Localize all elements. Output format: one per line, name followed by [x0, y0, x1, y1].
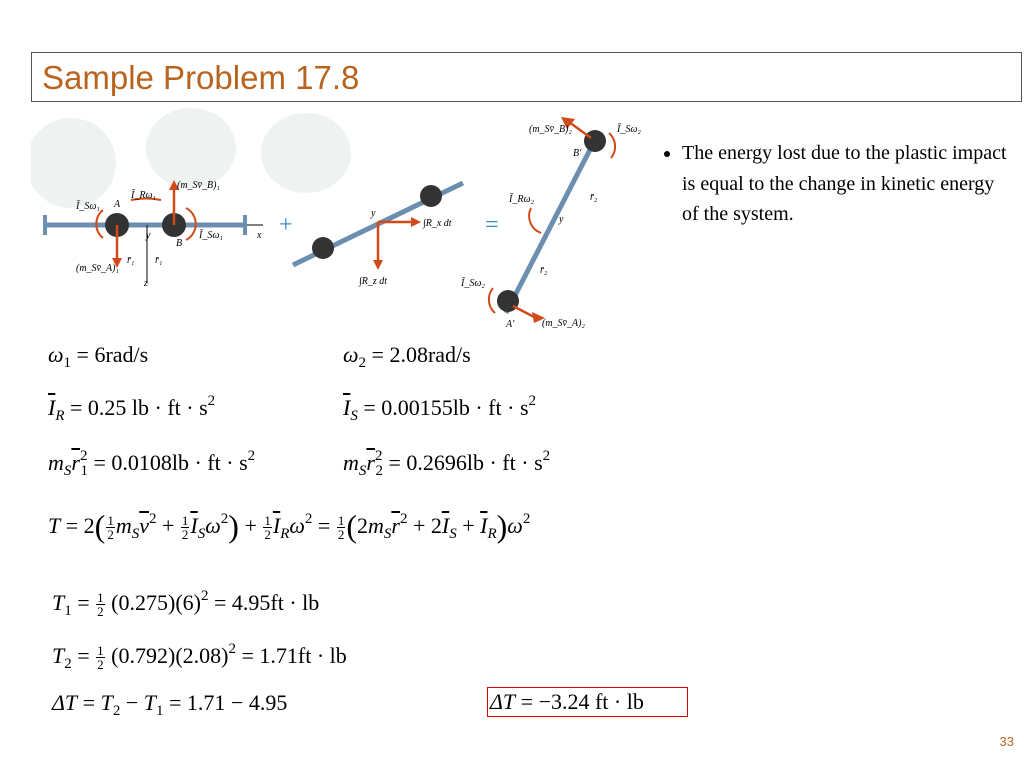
equation-t2: $T_2$ = $\frac{1}{2}$ $(0.792)(2.08)^2 = 1.71ft$ · lb — [52, 641, 347, 673]
bullet-list — [658, 138, 1008, 230]
label-is-w1-right: Ī_Sω₁ — [199, 230, 223, 241]
label-b: B — [176, 238, 183, 249]
bullet-item: • The energy lost due to the plastic impact is equal to the change in kinetic energy of the system. — [682, 138, 1008, 230]
label-mv-b1: (m_Sv̄_B)₁ — [177, 180, 220, 191]
label-mv-a2: (m_Sv̄_A)₂ — [542, 318, 585, 329]
background-blob — [146, 108, 236, 188]
equation-t1: $T_1$ = $\frac{1}{2}$ $(0.275)(6)^2 = 4.95ft$ · lb — [52, 588, 320, 620]
label-is-w2-bottom: Ī_Sω₂ — [461, 278, 485, 289]
equation-omega1: $\omega_1 = 6rad/s$ — [48, 342, 149, 371]
label-ir-w1: Ī_Rω₁ — [131, 190, 156, 201]
plus-sign: + — [279, 212, 293, 238]
label-b-prime: B′ — [573, 148, 582, 159]
label-a-prime: A′ — [506, 319, 515, 330]
label-y-middle: y — [371, 208, 376, 219]
equation-omega2: $\omega_2 = 2.08rad/s$ — [343, 342, 471, 371]
background-blob — [261, 113, 351, 193]
title-box — [31, 52, 1022, 102]
label-y-right: y — [559, 214, 564, 225]
label-mv-b2: (m_Sv̄_B)₂ — [529, 124, 572, 135]
label-r2-top: r̄₂ — [590, 192, 598, 203]
label-is-w1: Ī_Sω₁ — [76, 201, 100, 212]
label-is-w2-top: Ī_Sω₂ — [617, 124, 641, 135]
label-r1-right: r̄₁ — [155, 255, 163, 266]
equation-mr2: $m_S\overline{r}^2_2 = 0.2696lb$ · ft · $s^2$ — [343, 448, 551, 479]
label-y: y — [146, 230, 151, 241]
equation-delta-t: $\Delta T = T_2 - T_1 = 1.71 - 4.95$ — [52, 690, 288, 719]
impact-diagram — [31, 108, 656, 336]
label-r2-bottom: r̄₂ — [540, 265, 548, 276]
label-a: A — [114, 199, 121, 210]
page-number: 33 — [999, 734, 1014, 749]
equation-delta-t-result: ΔT = −3.24 ft · lb — [490, 689, 644, 714]
label-mv-a1: (m_Sv̄_A)₁ — [76, 263, 119, 274]
equation-kinetic-energy: T = 2( $\frac{1}{2}$ $m_S\overline{v}^2$ + $\frac{1}{2}$ $\overline{I}_S\omega^2$) + $\frac{1}{2}$ $\overline{I}_R\omega^2$ = $\frac{1}{2}$ $(2m_S\overline{r}^2 + 2\overline{I}_S + \overline{I}_R)\omega^2$ — [48, 508, 531, 544]
label-int-rx: ∫R_x dt — [423, 218, 452, 229]
equation-ir: $\overline{I}_R = 0.25$ lb · ft · $s^2$ — [48, 393, 216, 424]
label-r1-left: r̄₁ — [127, 255, 135, 266]
sphere-middle-a — [312, 237, 334, 259]
equation-is: $\overline{I}_S = 0.00155lb$ · ft · $s^2$ — [343, 393, 536, 424]
sphere-b-prime — [584, 130, 606, 152]
equals-sign: = — [485, 212, 499, 238]
label-z: z — [144, 278, 148, 289]
sphere-middle-b — [420, 185, 442, 207]
label-int-rz: ∫R_z dt — [359, 276, 388, 287]
label-x: x — [257, 230, 262, 241]
slide-title: Sample Problem 17.8 — [42, 59, 360, 96]
label-ir-w2: Ī_Rω₂ — [509, 194, 534, 205]
equation-mr1: $m_S\overline{r}^2_1 = 0.0108lb$ · ft · $s^2$ — [48, 448, 256, 479]
